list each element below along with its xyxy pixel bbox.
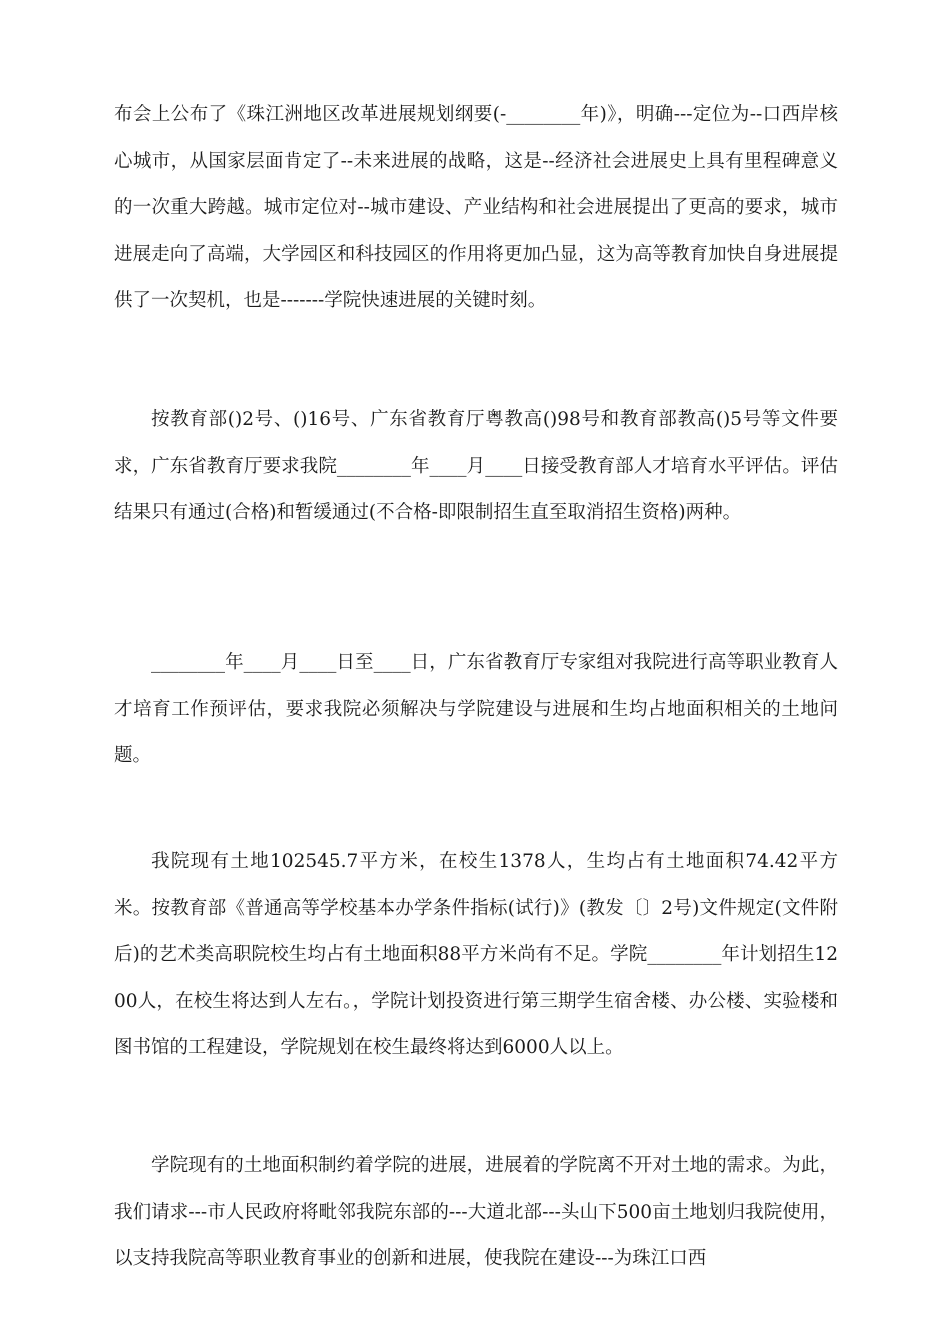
paragraph-evaluation-requirement: 按教育部()2号、()16号、广东省教育厅粤教高()98号和教育部教高()5号等文件要求，广东省教育厅要求我院________年____月____日接受教育部人才培育水平评估。评估结果只有通过(合格)和暂缓通过(不合格-即限制招生直至取消招生资格)两种。	[114, 409, 838, 523]
paragraph-pre-evaluation: ________年____月____日至____日，广东省教育厅专家组对我院进行高等职业教育人才培育工作预评估，要求我院必须解决与学院建设与进展和生均占地面积相关的土地问题。	[114, 652, 838, 766]
paragraph-development-plan: 布会上公布了《珠江洲地区改革进展规划纲要(-________年)》，明确---定位为--口西岸核心城市，从国家层面肯定了--未来进展的战略，这是--经济社会进展史上具有里程碑意义的一次重大跨越。城市定位对--城市建设、产业结构和社会进展提出了更高的要求，城市进展走向了高端，大学园区和科技园区的作用将更加凸显，这为高等教育加快自身进展提供了一次契机，也是-------学院快速进展的关键时刻。	[114, 104, 838, 311]
paragraph-land-statistics: 我院现有土地102545.7平方米，在校生1378人，生均占有土地面积74.42平方米。按教育部《普通高等学校基本办学条件指标(试行)》(教发〔〕2号)文件规定(文件附后)的艺术类高职院校生均占有土地面积88平方米尚有不足。学院________年计划招生1200人，在校生将达到人左右。，学院计划投资进行第三期学生宿舍楼、办公楼、实验楼和图书馆的工程建设，学院规划在校生最终将达到6000人以上。	[114, 851, 838, 1058]
paragraph-land-request: 学院现有的土地面积制约着学院的进展，进展着的学院离不开对土地的需求。为此，我们请求---市人民政府将毗邻我院东部的---大道北部---头山下500亩土地划归我院使用，以支持我院高等职业教育事业的创新和进展，使我院在建设---为珠江口西	[114, 1155, 838, 1269]
